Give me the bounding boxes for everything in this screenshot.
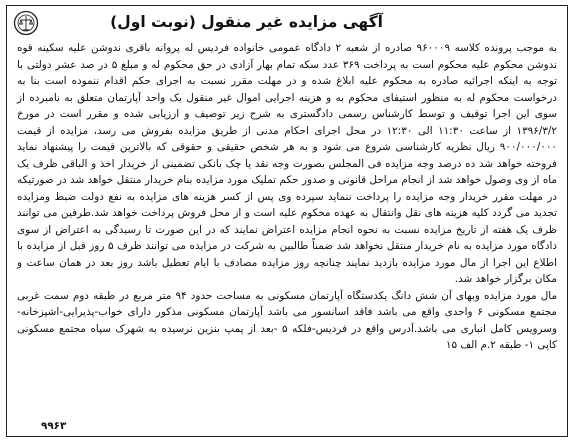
notice-header <box>7 10 567 36</box>
notice-paragraph-2: مال مورد مزایده وبهای آن شش دانگ یکدستگاه آپارتمان مسکونی به مساحت حدود ۹۴ متر مربع در طبقه دوم سمت غربی مجتمع مسکونی ۶ واحدی واقع می باشد فاقد اسانسور می باشد آپارتمان مسکونی مذکور دارای خواب-پذیرایی-اشپزخانه- وسرویس کامل انباری می باشد.آدرس واقع در فردیس-فلکه ۵ -بعد از پمپ بنزین نرسیده به شهرک سپاه مجتمع مسکونی کاپی ۱- طبقه ۲.م الف ۱۵ <box>17 289 558 351</box>
notice-title: آگهی مزایده غیر منقول (نوبت اول) <box>110 13 383 31</box>
judiciary-emblem-icon <box>13 10 39 36</box>
notice-code: ۹۹۶۳ <box>41 420 67 432</box>
notice-paragraph-1: به موجب پرونده کلاسه ۹۶۰۰۰۹ صادره از شعبه ۲ دادگاه عمومی خانواده فردیس له پروانه باقری ندوشن علیه سکینه قوه ندوشن محکوم علیه محکوم است به پرداخت ۳۶۹ عدد سکه تمام بهار آزادی در حق محکوم له و مبلغ ۵ در صد عشر دولتی با توجه به اینکه اجرائیه صادره به محکوم علیه ابلاغ شده و در مهلت مقرر نسبت به اجرای حکم اقدام ننموده است بنا به درخواست محکوم له به منظور استیفای محکوم به و هزینه اجرایی اموال غیر منقول یک واحد آپارتمان متعلق به نامبرده از سوی این اجرا توقیف و توسط کارشناس رسمی دادگستری به شرح زیر توصیف و ارزیابی شده و مقرر است در مورخ ۱۳۹۶/۳/۲ از ساعت ۱۱:۳۰ الی ۱۲:۳۰ در محل اجرای احکام مدنی از طریق مزایده بفروش می رسد، مزایده از قیمت ۹۰۰/۰۰۰/۰۰۰ ریال نظریه کارشناسی شروع می شود و به هر شخص حقیقی و حقوقی که بالاترین قیمت را پیشنهاد نماید فروخته خواهد شد ده درصد وجه مزایده فی المجلس بصورت وجه نقد یا چک بانکی تضمینی از خریدار اخذ و الباقی ظرف یک ماه از وی وصول خواهد شد از انجام مراحل قانونی و صدور حکم تملیک مورد مزایده بنام خریدار منتقل خواهد شد در صورتیکه در مهلت مقرر خریدار وجه مزایده را پرداخت ننماید سپرده وی پس از کسر هزینه های مزایده به نفع دولت ضبط ومزایده تجدید می گردد کلیه هزینه های نقل وانتقال به عهده محکوم علیه است و از محل فروش پرداخت خواهد شد.طرفین می توانند ظرف یک هفته از تاریخ مزایده نسبت به نحوه انجام مزایده اعتراض نمایند که در این صورت تا رسیدگی به اعتراض از سوی دادگاه مورد مزایده به نام خریدار منتقل نخواهد شد ضمناً طالبین به شرکت در مزایده می توانند ظرف ۵ روز قبل از مزایده با اطلاع این اجرا از مال مورد مزایده بازدید نمایند چنانچه روز مزایده مصادف با ایام تعطیل باشد روز بعد در همان ساعت و مکان برگزار خواهد شد. <box>17 42 558 285</box>
auction-notice <box>6 5 568 437</box>
notice-body <box>17 40 557 354</box>
